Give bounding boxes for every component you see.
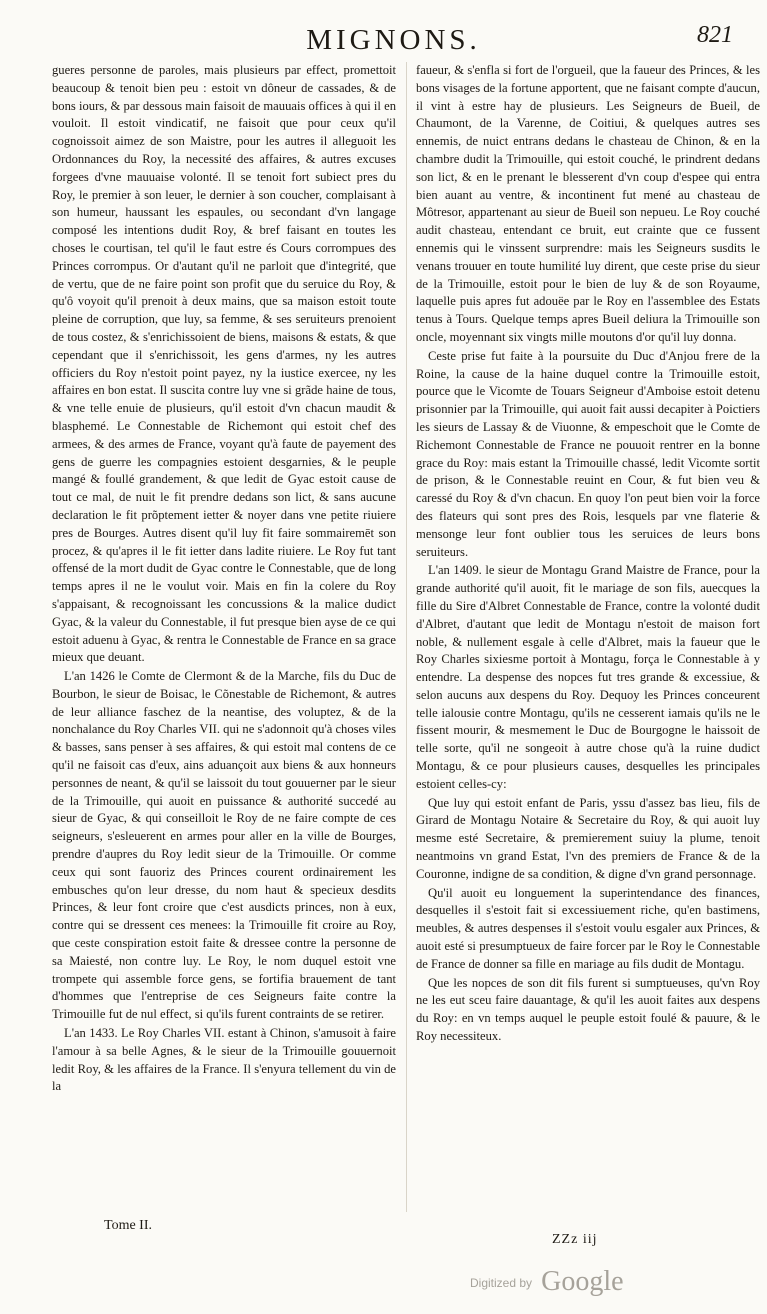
- google-logo: Google: [541, 1266, 624, 1297]
- volume-label: Tome II.: [104, 1218, 153, 1233]
- paragraph: L'an 1426 le Comte de Clermont & de la Marche, fils du Duc de Bourbon, le sieur de Boisac, le Cõnestable de Richemont, & autres de leur alliance faschez de la neantise, des voluptez, & de la nonchalance du Roy Charles VII. qui ne s'adonnoit qu'à choses viles & basses, sans penser à ses affaires, & qui estoit mal contens de ce qu'il ne faisoit cas d'eux, ains aduançoit aux biens & aux honneurs personnes de neant, & qu'il se laissoit du tout gouuerner par le sieur de la Trimouille, qui auoit en puissance & authorité succedé au sieur de Gyac, & qui conseilloit le Roy de ne faire compte de ces seigneurs, s'esleuerent en armes pour aller en la ville de Bourges, prendre d'aupres du Roy ledit sieur de la Trimouille. Or comme ceux qui sont fauoriz des Princes courent ordinairement les embusches qu'on leur dresse, du nom haut & specieux desdits Princes, & leur font croire que c'est ausdicts princes, non à eux, contre qui se dressent ces menees: la Trimouille fit croire au Roy, que ceste conspiration estoit faite & dressee contre la personne de sa Maiesté, non contre luy. Le Roy, le nom duquel estoit vne trompete qui assemble force gens, se fortifia brauement de tant d'hommes que l'entreprise de ces Seigneurs faite contre la Trimouille fut de nul effect, si qu'ils furent contraints de se retirer.: [52, 669, 396, 1022]
- paragraph: Qu'il auoit eu longuement la superintendance des finances, desquelles il s'estoit fait si excessiuement riche, qu'en bastimens, meubles, & autres despenses il s'estoit voulu esgaler aux Princes, & auoit esté si presumptueux de faire forcer par le Roy le Connestable de France de donner sa fille en mariage au fils dudit de Montagu.: [416, 885, 760, 971]
- paragraph: faueur, & s'enfla si fort de l'orgueil, que la faueur des Princes, & les bons visages de la fortune apportent, que ne faisant compte d'aucun, il vint à estre hay de plusieurs. Les Seigneurs de Bueil, de Chaumont, de la Varenne, de Coitiui, & quelques autres ses ennemis, de nuict entrans dedans le chasteau de Chinon, & en la chambre dudit la Trimouille, qui estoit couché, le prindrent dedans son lict, & en le prenant le blesserent d'vn coup d'espee qui entra bien auant au ventre, & incontinent fut mené au chasteau de Môtresor, appartenant au sieur de Bueil son nepueu. Le Roy couché audit chasteau, entendant ce bruit, eut crainte que ce fussent ennemis qui le vinssent surprendre: mais les Seigneurs susdits le venans trouuer en toute humilité luy dirent, que ceste prise du sieur de la Trimouille, estoit pour le bien de luy & de son Royaume, laquelle puis apres fut adouëe par le Roy en l'assemblee des Estats tenus à Tours. Quelque temps apres Bueil deliura la Trimouille son oncle, moyennant six vingts mille moutons d'or qu'il luy donna.: [416, 63, 760, 344]
- paragraph: L'an 1409. le sieur de Montagu Grand Maistre de France, pour la grande authorité qu'il auoit, fit le mariage de son fils, auecques la fille du Sire d'Albret Connestable de France, contre la volonté dudit d'Albret, d'autant que ledit de Montagu n'estoit de maison fort noble, & nullement esgale à celle d'Albret, mais la faueur que le Roy Charles sixiesme portoit à Montagu, força le Connestable à y entendre. La despense des nopces fut tres grande & excessiue, & selon aucuns aux despens du Roy. Dequoy les Princes conceurent telle ialousie contre Montagu, qu'ils ne cesserent iamais qu'ils ne le fissent mourir, & mesmement le Duc de Bourgogne le haissoit de telle sorte, qu'il ne songeoit à autre chose qu'à la ruine dudict Montagu, & ce pour plusieurs causes, desquelles les principales estoient celles-cy:: [416, 563, 760, 791]
- text-columns: [52, 62, 760, 1222]
- paragraph: gueres personne de paroles, mais plusieurs par effect, promettoit beaucoup & tenoit bien peu : estoit vn dôneur de cassades, & de bons iours, & par dessous main faisoit de mauuais offices à qui il en vouloit. Il estoit vindicatif, ne faisoit que pour ceux qu'il cognoissoit aimez de son Maistre, pour les autres il alleguoit les Ordonnances du Roy, la necessité des affaires, & autres excuses forgees d'vne mauuaise volonté. Il se tenoit fort subiect pres du Roy, le premier à son leuer, le dernier à son coucher, complaisant à son humeur, haussant les espaules, ou secondant d'vn langage composé les intentions dudit Roy, & bref faisant en toutes les choses le courtisan, tel qu'il le faut estre és Cours corrompues des Princes corrompus. Or d'autant qu'il ne parloit que d'integrité, que de vertu, que de ne faire point son profit que du seruice du Roy, & qu'ô voyoit qu'il prenoit à deux mains, que sa maison estoit toute pleine de corruption, que luy, sa femme, & ses seruiteurs prenoient de tous costez, & s'enrichissoient de biens, maisons & estats, & que cependant que il s'enrichissoit, les gens d'armes, ny les autres officiers du Roy n'estoit point payez, ny la iustice exercee, ny les affaires en bon estat. Il suscita contre luy vne si grãde haine de tous, & vne telle enuie de plusieurs, qu'il estoit d'vn chacun maudit & blasphemé. Le Connestable de Richemont qui estoit chef des armees, & des armes de France, voyant qu'à faute de payement des gens de guerre les compagnies estoient desgarnies, & le peuple mangé & foullé grandement, & que ledit de Gyac estoit cause de tout ce mal, de nuit le fit prendre dedans son lict, & sans aucune declaration le fit prõptement ietter & noyer dans vne petite riuiere pres de Bourges. Autres disent qu'il luy fit faire sommairemēt son procez, & qu'apres il le fit ietter dans ladite riuiere. Le Roy fut tant offensé de la mort dudit de Gyac contre le Connestable, que de long temps apres il ne le voulut voir. Mais en fin la colere du Roy s'appaisant, & recognoissant les concussions & la malice dudict Gyac, & la valeur du Connestable, il fut presque bien ayse de ce qui estoit aduenu à Gyac, & rentra le Connestable de France en sa grace mieux que deuant.: [52, 63, 396, 665]
- google-watermark: [470, 1266, 624, 1300]
- paragraph: Ceste prise fut faite à la poursuite du Duc d'Anjou frere de la Roine, la cause de la haine duquel contre la Trimouille estoit, pource que le Vicomte de Touars Seigneur d'Amboise estoit detenu prisonnier par la Trimouille, qui auoit fait aussi decapiter à Poictiers les sieurs de Lassay & de Viuonne, & empeschoit que le Comte de Richemont Connestable de France ne pouuoit rentrer en la bonne grace du Roy: mais estant la Trimouille chassé, ledit Vicomte sortit de prison, & le Connestable reuint en Cour, & fut bien veu & caressé du Roy & d'vn chacun. En quoy l'on peut bien voir la force des flateurs qui sont pres des Rois, lesquels par vne flaterie & mensonge leur font oublier tous les seruices de leurs bons seruiteurs.: [416, 348, 760, 559]
- right-column: [416, 62, 760, 1222]
- page-number: 821: [697, 22, 733, 48]
- paragraph: L'an 1433. Le Roy Charles VII. estant à Chinon, s'amusoit à faire l'amour à sa belle Agnes, & le sieur de la Trimouille gouuernoit ledit Roy, & les affaires de la France. Il s'enyura tellement du vin de la: [52, 1026, 396, 1094]
- running-head: [40, 10, 747, 56]
- column-divider: [406, 62, 407, 1212]
- paragraph: Que les nopces de son dit fils furent si sumptueuses, qu'vn Roy ne les eut sceu faire dauantage, & qu'il les auoit faites aux despens du Roy: en vn temps auquel le peuple estoit foulé & pauure, & le Roy necessiteux.: [416, 975, 760, 1044]
- paragraph: Que luy qui estoit enfant de Paris, yssu d'assez bas lieu, fils de Girard de Montagu Notaire & Secretaire du Roy, & qui auoit luy mesme esté Secretaire, & premierement suiuy la plume, tenoit neantmoins vn grand Estat, l'vn des premiers de France & de la Couronne, indigne de sa condition, & digne d'vn grand personnage.: [416, 795, 760, 881]
- left-column: [52, 62, 396, 1222]
- signature-mark: ZZz iij: [552, 1232, 598, 1247]
- watermark-prefix: Digitized by: [470, 1276, 533, 1290]
- running-title: MIGNONS.: [306, 24, 481, 56]
